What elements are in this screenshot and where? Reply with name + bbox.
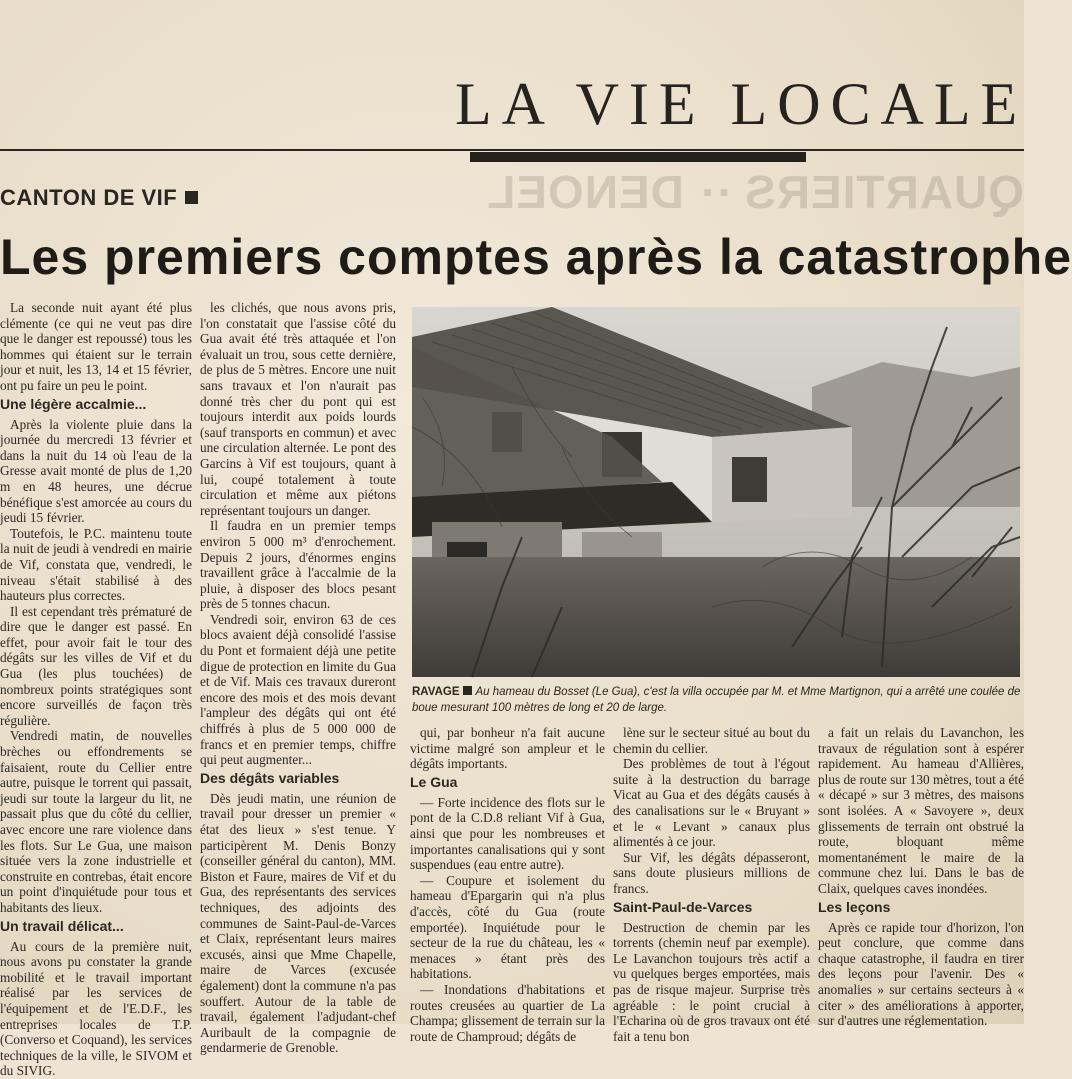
article-column-4 xyxy=(613,725,810,1044)
paragraph: La seconde nuit ayant été plus clémente (ce qui ne veut pas dire que le danger est repoussé) tous les hommes qui étaient sur le terrain jour et nuit, les 13, 14 et 15 février, ont pu faire un peu le point. xyxy=(0,300,192,393)
section-title: LA VIE LOCALE xyxy=(455,71,1028,137)
paragraph: Il est cependant très prématuré de dire que le danger est passé. En effet, pour avoir fait le tour des dégâts sur les villes de Vif et du Gua (les plus touchées) de nombreux points stratégiques sont encore surveillés de façon très régulière. xyxy=(0,603,192,728)
paragraph: Vendredi soir, environ 63 de ces blocs avaient déjà consolidé l'assise du Pont et formaient déjà une petite digue de protection en limite du Gua et de Vif. Mais ces travaux dureront encore des mois et des mois devant l'ampleur des dégâts qui ont été chiffrés à plus de 5 000 000 de francs et en premier temps, chiffre qui peut augmenter... xyxy=(200,611,396,768)
bleed-through-text: QUARTIERS ·· DENOEL xyxy=(486,166,1024,218)
paragraph: Sur Vif, les dégâts dépasseront, sans doute plusieurs millions de francs. xyxy=(613,849,810,896)
article-column-5 xyxy=(818,725,1024,1029)
caption-label: RAVAGE xyxy=(412,686,460,698)
kicker xyxy=(0,185,198,215)
subheading: Les leçons xyxy=(818,898,891,915)
photo-caption xyxy=(412,684,1024,720)
article-column-1 xyxy=(0,300,192,1079)
paragraph: Il faudra en un premier temps environ 5 000 m³ d'enrochement. Depuis 2 jours, d'énormes engins travaillent grâce à l'accalmie de la pluie, à disposer des blocs pesant près de 5 tonnes chacun. xyxy=(200,518,396,612)
paragraph: Dès jeudi matin, une réunion de travail pour dresser un premier « état des lieux » s'est tenue. Y participèrent M. Denis Bonzy (conseiller général du canton), MM. Biston et Faure, maires de Vif et du Gua, des représentants des services techniques, des adjoints des communes de Saint-Paul-de-Varces et Claix, représentant leurs maires excusés, ainsi que Mme Chapelle, maire de Varces (excusée également) dont la commune n'a pas souffert. Autour de la table de travail, également l'adjudant-chef Auribault de la compagnie de gendarmerie de Grenoble. xyxy=(200,790,396,1056)
header-rule xyxy=(0,149,1024,151)
header-bar xyxy=(470,152,806,162)
article-column-2 xyxy=(200,300,396,1056)
subheading: Des dégâts variables xyxy=(200,769,340,786)
subheading: Le Gua xyxy=(410,773,458,790)
paragraph: Vendredi matin, de nouvelles brèches ou effondrements se faisaient, route du Cellier entre autre, puisque le torrent qui passait, jeudi sur toute la largeur du lit, ne passait plus que du côté du cellier, avec encore une rare violence dans les flots. Sur Le Gua, une maison située vers la zone industrielle et construite en contrebas, était encore un point d'inquiétude pour tous et habitants des lieux. xyxy=(0,728,192,915)
paragraph: a fait un relais du Lavanchon, les travaux de régulation sont à espérer rapidement. Au hameau d'Allières, plus de route sur 130 mètres, tout a été « décapé » sur 3 mètres, des maisons sont isolées. A « Savoyere », deux glissements de terrain ont obstrué la route, bloquant même momentanément le maire de la commune chez lui. Dans le bas de Claix, quelques caves inondées. xyxy=(818,725,1024,896)
subheading: Un travail délicat... xyxy=(0,917,124,934)
paragraph: Après la violente pluie dans la journée du mercredi 13 février et dans la nuit du 14 où l'eau de la Gresse avait monté de plus de 1,20 m en 48 heures, une décrue bénéfique s'est amorcée au cours du jeudi 15 février. xyxy=(0,416,192,526)
paragraph: — Inondations d'habitations et routes creusées au quartier de La Champa; glissement de terrain sur la route de Champroud; dégâts de xyxy=(410,981,605,1044)
paragraph: lène sur le secteur situé au bout du chemin du cellier. xyxy=(613,725,810,756)
house-photo-illustration xyxy=(412,307,1020,677)
subheading: Saint-Paul-de-Varces xyxy=(613,898,753,915)
kicker-text: CANTON DE VIF xyxy=(0,185,178,210)
caption-text: Au hameau du Bosset (Le Gua), c'est la villa occupée par M. et Mme Martignon, qui a arrêté une coulée de boue mesurant 100 mètres de long et 20 de large. xyxy=(412,686,1021,714)
subheading: Une légère accalmie... xyxy=(0,395,147,412)
paragraph: Au cours de la première nuit, nous avons pu constater la grande mobilité et le travail important réalisé par les services de l'équipement et de l'E.D.F., les entreprises locales de T.P. (Converso et Coquand), les services techniques de la ville, le SIVOM et du SIVIG. xyxy=(0,938,192,1079)
paragraph: Des problèmes de tout à l'égout suite à la destruction du barrage Vicat au Gua et des dégâts causés à des canalisations sur le « Bruyant » et le « Levant » canaux plus alimentés à ce jour. xyxy=(613,756,810,850)
paragraph: Après ce rapide tour d'horizon, l'on peut conclure, que comme dans chaque catastrophe, il faudra en tirer des leçons pour l'avenir. Des « anomalies » sur certains secteurs à « citer » des améliorations à apporter, sur d'autres une réglementation. xyxy=(818,919,1024,1029)
headline: Les premiers comptes après la catastrophe xyxy=(0,229,1072,285)
paragraph: qui, par bonheur n'a fait aucune victime malgré son ampleur et le dégâts importants. xyxy=(410,725,605,772)
paragraph: Toutefois, le P.C. maintenu toute la nuit de jeudi à vendredi en mairie de Vif, constata que, vendredi, le niveau s'était stabilisé à des hauteurs plus correctes. xyxy=(0,525,192,604)
article-column-3 xyxy=(410,725,605,1044)
paragraph: — Coupure et isolement du hameau d'Epargarin qui n'a plus d'accès, côté du Gua (route emportée). Inquiétude pour le secteur de la rue du château, les « menaces » étant près des habitations. xyxy=(410,872,605,982)
paragraph: — Forte incidence des flots sur le pont de la C.D.8 reliant Vif à Gua, ainsi que pour les nombreuses et importantes canalisations qui y sont suspendues (eau entre autre). xyxy=(410,794,605,873)
paragraph: les clichés, que nous avons pris, l'on constatait que l'assise côté du Gua avait été très attaquée et l'on évaluait un trou, sous cette dernière, de plus de 5 mètres. Encore une nuit sans travaux et l'on n'aurait pas donné très cher du pont qui est toujours interdit aux poids lourds (sauf transports en commun) et avec une circulation alternée. Le pont des Garcins à Vif est toujours, quant à lui, coupé totalement à toute circulation et même aux piétons représentant toujours un danger. xyxy=(200,300,396,518)
news-photo xyxy=(412,307,1020,677)
caption-square-icon xyxy=(463,686,472,695)
paragraph: Destruction de chemin par les torrents (chemin neuf par exemple). Le Lavanchon toujours très actif a vu quelques berges emportées, mais pas de risque majeur. Surprise très agréable : le point crucial à l'Echarina où de gros travaux ont été fait a tenu bon xyxy=(613,919,810,1044)
kicker-square-icon xyxy=(185,191,198,204)
